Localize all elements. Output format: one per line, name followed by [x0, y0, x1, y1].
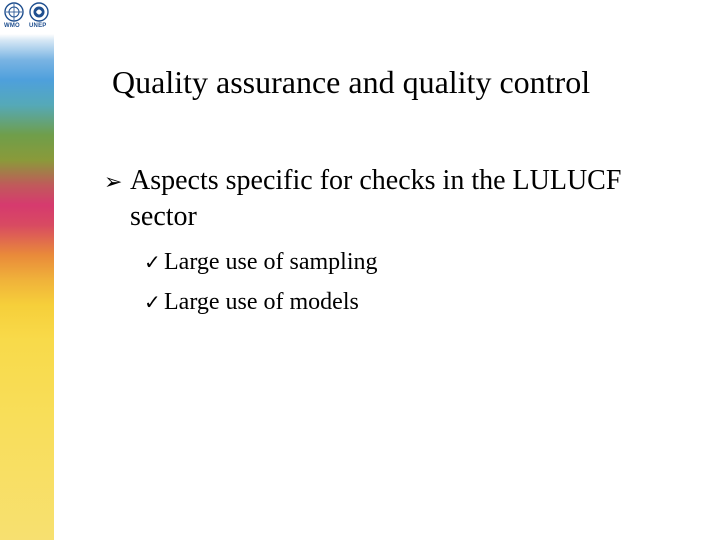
- sub-bullet-text: Large use of sampling: [164, 249, 378, 275]
- slide-title: Quality assurance and quality control: [112, 64, 591, 100]
- bullet-item: [104, 163, 624, 235]
- sub-bullet-item: [144, 287, 359, 317]
- wmo-logo-icon: [4, 2, 24, 22]
- wmo-label: WMO: [4, 23, 20, 29]
- checkmark-icon: ✓: [144, 250, 161, 274]
- checkmark-icon: ✓: [144, 290, 161, 314]
- decorative-color-band: [0, 0, 54, 540]
- sub-bullet-text: Large use of models: [164, 289, 359, 315]
- unep-label: UNEP: [29, 23, 47, 29]
- unep-logo-icon: [29, 2, 49, 22]
- sub-bullet-item: [144, 247, 378, 277]
- arrow-bullet-icon: ➢: [104, 170, 123, 195]
- logo-area: [0, 0, 54, 34]
- bullet-text: Aspects specific for checks in the LULUCF sector: [130, 165, 622, 232]
